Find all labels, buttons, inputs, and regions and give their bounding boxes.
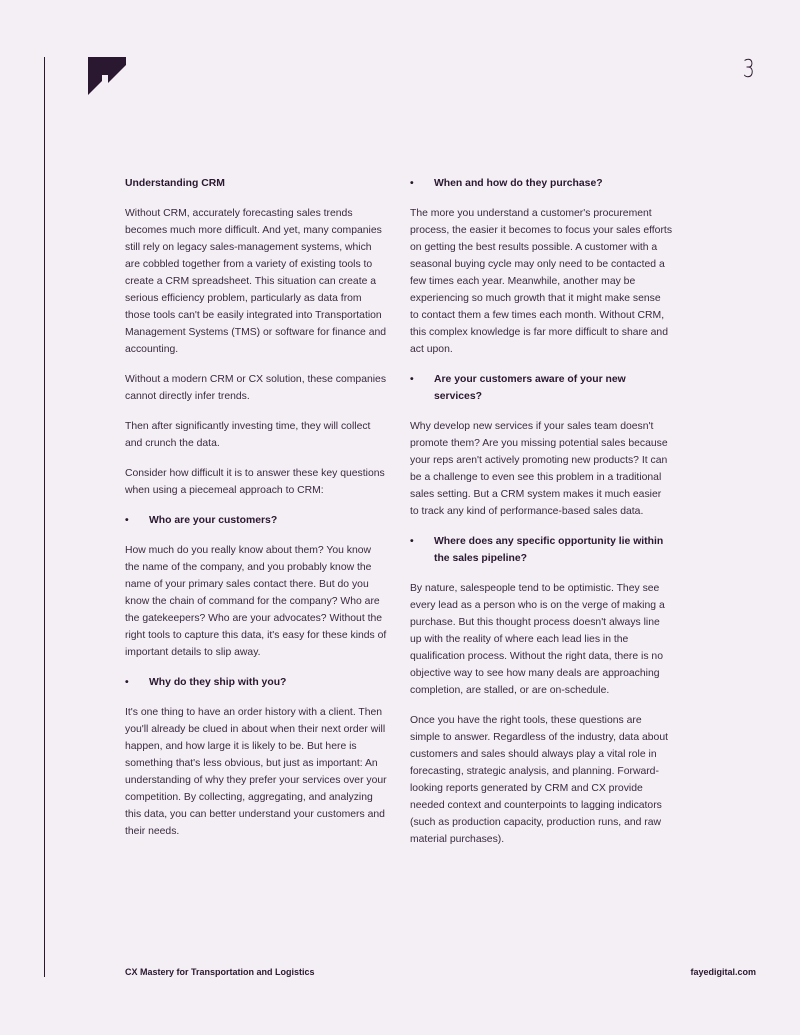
bullet-dot: • [125, 677, 129, 688]
bullet-dot: • [410, 374, 414, 385]
paragraph: Without a modern CRM or CX solution, these companies cannot directly infer trends. [125, 374, 387, 402]
paragraph: The more you understand a customer's procurement process, the easier it becomes to focus your sales efforts on getting the best results possible. A customer with a seasonal buying cycle may only need to be contacted a few times each year. Meanwhile, another may be experiencing so much growth that it might make sense to contact them a few times each month. Without CRM, this complex knowledge is far more difficult to share and act upon. [410, 208, 673, 355]
bullet-text: Are your customers aware of your new services? [434, 374, 626, 402]
paragraph: Then after significantly investing time, they will collect and crunch the data. [125, 421, 371, 449]
bullet-item [410, 371, 672, 405]
paragraph: Without CRM, accurately forecasting sales trends becomes much more difficult. And yet, many companies still rely on legacy sales-management systems, which are cobbled together from a variety of existing tools to create a CRM spreadsheet. This situation can create a serious efficiency problem, particularly as data from those tools can't be easily integrated into Transportation Management Systems (TMS) or software for finance and accounting. [125, 208, 387, 355]
paragraph: By nature, salespeople tend to be optimistic. They see every lead as a person who is on the verge of making a purchase. But this thought process doesn't always line up with the reality of where each lead lies in the qualification process. Without the right data, there is no objective way to see how many deals are approaching completion, are stalled, or are on-schedule. [410, 583, 665, 696]
bullet-dot: • [125, 515, 129, 526]
paragraph: How much do you really know about them? You know the name of the company, and you probably know the name of your primary sales contact there. But do you know the chain of command for the company? Who are the gatekeepers? Who are your advocates? Without the right tools to capture this data, it's easy for these kinds of important details to slip away. [125, 545, 387, 658]
paragraph: Consider how difficult it is to answer these key questions when using a piecemeal approach to CRM: [125, 468, 385, 496]
bullet-text: Who are your customers? [149, 515, 278, 526]
bullet-item [125, 674, 387, 691]
footer-website-link[interactable]: fayedigital.com [690, 967, 756, 977]
bullet-text: Where does any specific opportunity lie within the sales pipeline? [434, 536, 664, 564]
footer-title: CX Mastery for Transportation and Logistics [125, 967, 315, 977]
fayedigital-logo-icon [88, 57, 126, 95]
bullet-item [125, 512, 387, 529]
bullet-dot: • [410, 178, 414, 189]
section-heading: Understanding CRM [125, 178, 225, 189]
bullet-item [410, 175, 672, 192]
right-column [410, 175, 672, 861]
paragraph: It's one thing to have an order history with a client. Then you'll already be clued in about when their next order will happen, and how large it is likely to be. But here is something that's less obvious, but just as important: An understanding of why they prefer your services over your competition. By collecting, aggregating, and analyzing this data, you can better understand your customers and their needs. [125, 707, 387, 837]
bullet-text: Why do they ship with you? [149, 677, 287, 688]
paragraph: Why develop new services if your sales team doesn't promote them? Are you missing potential sales because your reps aren't actively promoting new products? It can be a challenge to even see this problem in a traditional sales setting. But a CRM system makes it much easier to track any kind of performance-based sales data. [410, 421, 668, 517]
bullet-item [410, 533, 672, 567]
paragraph: Once you have the right tools, these questions are simple to answer. Regardless of the industry, data about customers and sales should always play a vital role in forecasting, strategic analysis, and planning. Forward-looking reports generated by CRM and CX provide needed context and counterpoints to lagging indicators (such as production capacity, production runs, and raw material purchases). [410, 715, 668, 845]
left-column [125, 175, 387, 853]
vertical-rule [44, 57, 45, 977]
bullet-dot: • [410, 536, 414, 547]
page-number: 3 [742, 54, 754, 83]
bullet-text: When and how do they purchase? [434, 178, 603, 189]
